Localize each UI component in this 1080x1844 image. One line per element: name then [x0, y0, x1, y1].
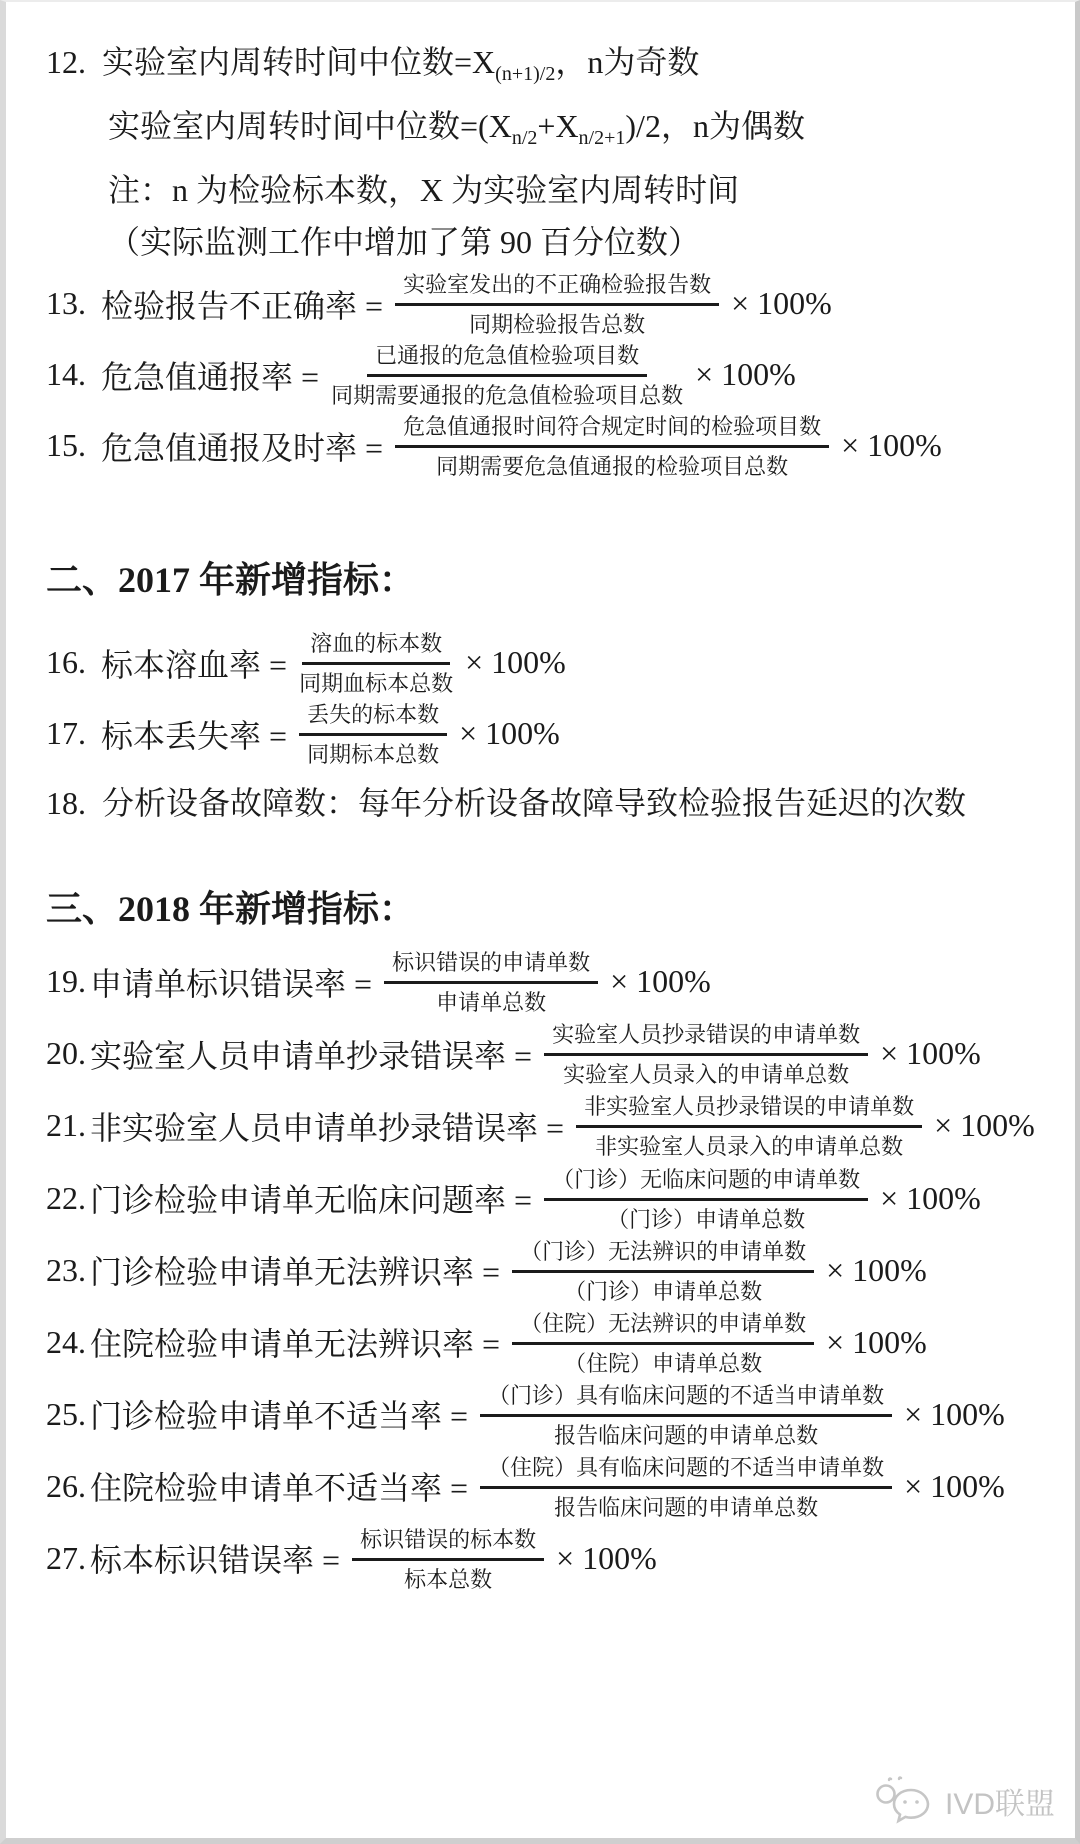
- item-number: 16.: [46, 644, 86, 681]
- formula-item-27: [46, 1523, 1049, 1594]
- multiply-100-suffix: × 100%: [731, 285, 832, 322]
- item-number: 22.: [46, 1179, 86, 1216]
- multiply-100-suffix: × 100%: [695, 356, 796, 393]
- section-heading-2017: 二、2017 年新增指标：: [46, 560, 416, 601]
- formula-item-14: [46, 339, 1049, 410]
- multiply-100-suffix: × 100%: [904, 1467, 1005, 1504]
- multiply-100-suffix: × 100%: [610, 963, 711, 1000]
- fraction-denominator: 标本总数: [404, 1566, 493, 1592]
- item-number: 15.: [46, 427, 86, 464]
- fraction-denominator: 同期需要危急值通报的检验项目总数: [436, 454, 789, 480]
- fraction-denominator: 报告临床问题的申请单总数: [554, 1494, 819, 1520]
- item-number: 19.: [46, 963, 86, 1000]
- subscript: n/2: [511, 127, 538, 149]
- item-number: 13.: [46, 285, 86, 322]
- item-label: 标本丢失率 =: [101, 717, 288, 754]
- fraction-numerator: 丢失的标本数: [299, 698, 447, 736]
- fraction-numerator: 实验室人员抄录错误的申请单数: [544, 1018, 868, 1056]
- formula-item-13: [46, 268, 1049, 339]
- fraction-denominator: （住院）申请单总数: [564, 1350, 763, 1376]
- item-label: 检验报告不正确率 =: [101, 287, 384, 324]
- item-12-line-2: [46, 100, 1049, 164]
- fraction-numerator: 已通报的危急值检验项目数: [367, 339, 647, 377]
- formula-text: ，n为奇数: [555, 44, 700, 80]
- item-number: 18.: [46, 785, 86, 822]
- item-number: 17.: [46, 715, 86, 752]
- fraction: [480, 1451, 892, 1522]
- fraction: [544, 1018, 868, 1089]
- fraction-numerator: （门诊）具有临床问题的不适当申请单数: [480, 1379, 892, 1417]
- formula-item-16: [46, 627, 1049, 698]
- subscript: (n+1)/2: [495, 63, 556, 85]
- fraction: [544, 1163, 868, 1234]
- fraction-denominator: 实验室人员录入的申请单总数: [563, 1062, 850, 1088]
- item-number: 23.: [46, 1251, 86, 1288]
- fraction-denominator: 申请单总数: [436, 990, 547, 1016]
- fraction-denominator: 报告临床问题的申请单总数: [554, 1422, 819, 1448]
- fraction-numerator: 实验室发出的不正确检验报告数: [395, 268, 719, 306]
- item-number: 25.: [46, 1395, 86, 1432]
- multiply-100-suffix: × 100%: [826, 1323, 927, 1360]
- item-label: 门诊检验申请单无法辨识率 =: [90, 1254, 501, 1291]
- item-number: 26.: [46, 1467, 86, 1504]
- fraction: [299, 627, 453, 698]
- formula-item-19: [46, 946, 1049, 1017]
- formula-item-20: [46, 1018, 1049, 1089]
- fraction: [352, 1523, 544, 1594]
- item-number: 21.: [46, 1107, 86, 1144]
- fraction: [512, 1235, 814, 1306]
- fraction: [384, 946, 598, 1017]
- formula-item-25: [46, 1379, 1049, 1450]
- fraction-numerator: （住院）具有临床问题的不适当申请单数: [480, 1451, 892, 1489]
- fraction: [299, 698, 447, 769]
- multiply-100-suffix: × 100%: [826, 1251, 927, 1288]
- watermark: [875, 1776, 1055, 1826]
- item-label: 门诊检验申请单不适当率 =: [90, 1398, 469, 1435]
- fraction-numerator: 溶血的标本数: [302, 627, 450, 665]
- multiply-100-suffix: × 100%: [934, 1107, 1035, 1144]
- subscript: n/2+1: [578, 127, 626, 149]
- item-label: 危急值通报及时率 =: [101, 429, 384, 466]
- formula-item-24: [46, 1307, 1049, 1378]
- fraction-denominator: 同期检验报告总数: [469, 312, 646, 338]
- fraction-numerator: 危急值通报时间符合规定时间的检验项目数: [395, 410, 829, 448]
- fraction-denominator: 非实验室人员录入的申请单总数: [595, 1134, 904, 1160]
- fraction-numerator: 非实验室人员抄录错误的申请单数: [576, 1090, 922, 1128]
- item-label: 标本溶血率 =: [101, 646, 288, 683]
- multiply-100-suffix: × 100%: [465, 644, 566, 681]
- formula-item-22: [46, 1163, 1049, 1234]
- item-12-remark: （实际监测工作中增加了第 90 百分位数）: [108, 224, 701, 260]
- formula-item-26: [46, 1451, 1049, 1522]
- fraction: [331, 339, 683, 410]
- multiply-100-suffix: × 100%: [841, 427, 942, 464]
- item-number: 27.: [46, 1539, 86, 1576]
- item-label: 标本标识错误率 =: [90, 1542, 341, 1579]
- fraction-denominator: 同期血标本总数: [299, 671, 454, 697]
- watermark-label: IVD联盟: [944, 1788, 1055, 1821]
- item-number: 12.: [46, 44, 86, 80]
- fraction: [512, 1307, 814, 1378]
- multiply-100-suffix: × 100%: [459, 715, 560, 752]
- multiply-100-suffix: × 100%: [880, 1035, 981, 1072]
- multiply-100-suffix: × 100%: [880, 1179, 981, 1216]
- formula-text: 实验室内周转时间中位数=X: [102, 44, 496, 80]
- multiply-100-suffix: × 100%: [904, 1395, 1005, 1432]
- formula-text: +X: [537, 108, 579, 144]
- formula-item-17: [46, 698, 1049, 769]
- item-number: 20.: [46, 1035, 86, 1072]
- item-label: 实验室人员申请单抄录错误率 =: [90, 1037, 533, 1074]
- formula-item-21: [46, 1090, 1049, 1161]
- fraction-numerator: （门诊）无临床问题的申请单数: [544, 1163, 868, 1201]
- item-12-line-1: [46, 36, 1049, 100]
- fraction: [576, 1090, 922, 1161]
- item-label: 申请单标识错误率 =: [90, 965, 373, 1002]
- item-label: 门诊检验申请单无临床问题率 =: [90, 1182, 533, 1219]
- item-label: 非实验室人员申请单抄录错误率 =: [90, 1109, 565, 1146]
- fraction: [395, 410, 829, 481]
- item-label: 危急值通报率 =: [101, 358, 320, 395]
- fraction-denominator: （门诊）申请单总数: [607, 1206, 806, 1232]
- fraction-numerator: （住院）无法辨识的申请单数: [512, 1307, 814, 1345]
- fraction-denominator: 同期标本总数: [307, 742, 440, 768]
- item-label: 分析设备故障数：每年分析设备故障导致检验报告延迟的次数: [102, 785, 967, 822]
- item-label: 住院检验申请单无法辨识率 =: [90, 1326, 501, 1363]
- formula-item-15: [46, 410, 1049, 481]
- fraction-numerator: 标识错误的申请单数: [384, 946, 598, 984]
- fraction-numerator: （门诊）无法辨识的申请单数: [512, 1235, 814, 1273]
- section-heading-2018: 三、2018 年新增指标：: [46, 889, 416, 930]
- section-2018-items: [46, 946, 1049, 1594]
- fraction: [480, 1379, 892, 1450]
- fraction: [395, 268, 719, 339]
- formula-item-12: [46, 36, 1049, 268]
- item-number: 24.: [46, 1323, 86, 1360]
- item-label: 住院检验申请单不适当率 =: [90, 1470, 469, 1507]
- item-number: 14.: [46, 356, 86, 393]
- fraction-denominator: （门诊）申请单总数: [564, 1278, 763, 1304]
- formula-text: 实验室内周转时间中位数=(X: [108, 108, 512, 144]
- multiply-100-suffix: × 100%: [556, 1539, 657, 1576]
- item-12-note: 注：n 为检验标本数，X 为实验室内周转时间: [108, 172, 740, 208]
- fraction-numerator: 标识错误的标本数: [352, 1523, 544, 1561]
- formula-item-18: [46, 784, 1049, 822]
- formula-text: )/2，n为偶数: [625, 108, 805, 144]
- wechat-icon: [875, 1776, 937, 1826]
- fraction-denominator: 同期需要通报的危急值检验项目总数: [331, 383, 684, 409]
- formula-item-23: [46, 1235, 1049, 1306]
